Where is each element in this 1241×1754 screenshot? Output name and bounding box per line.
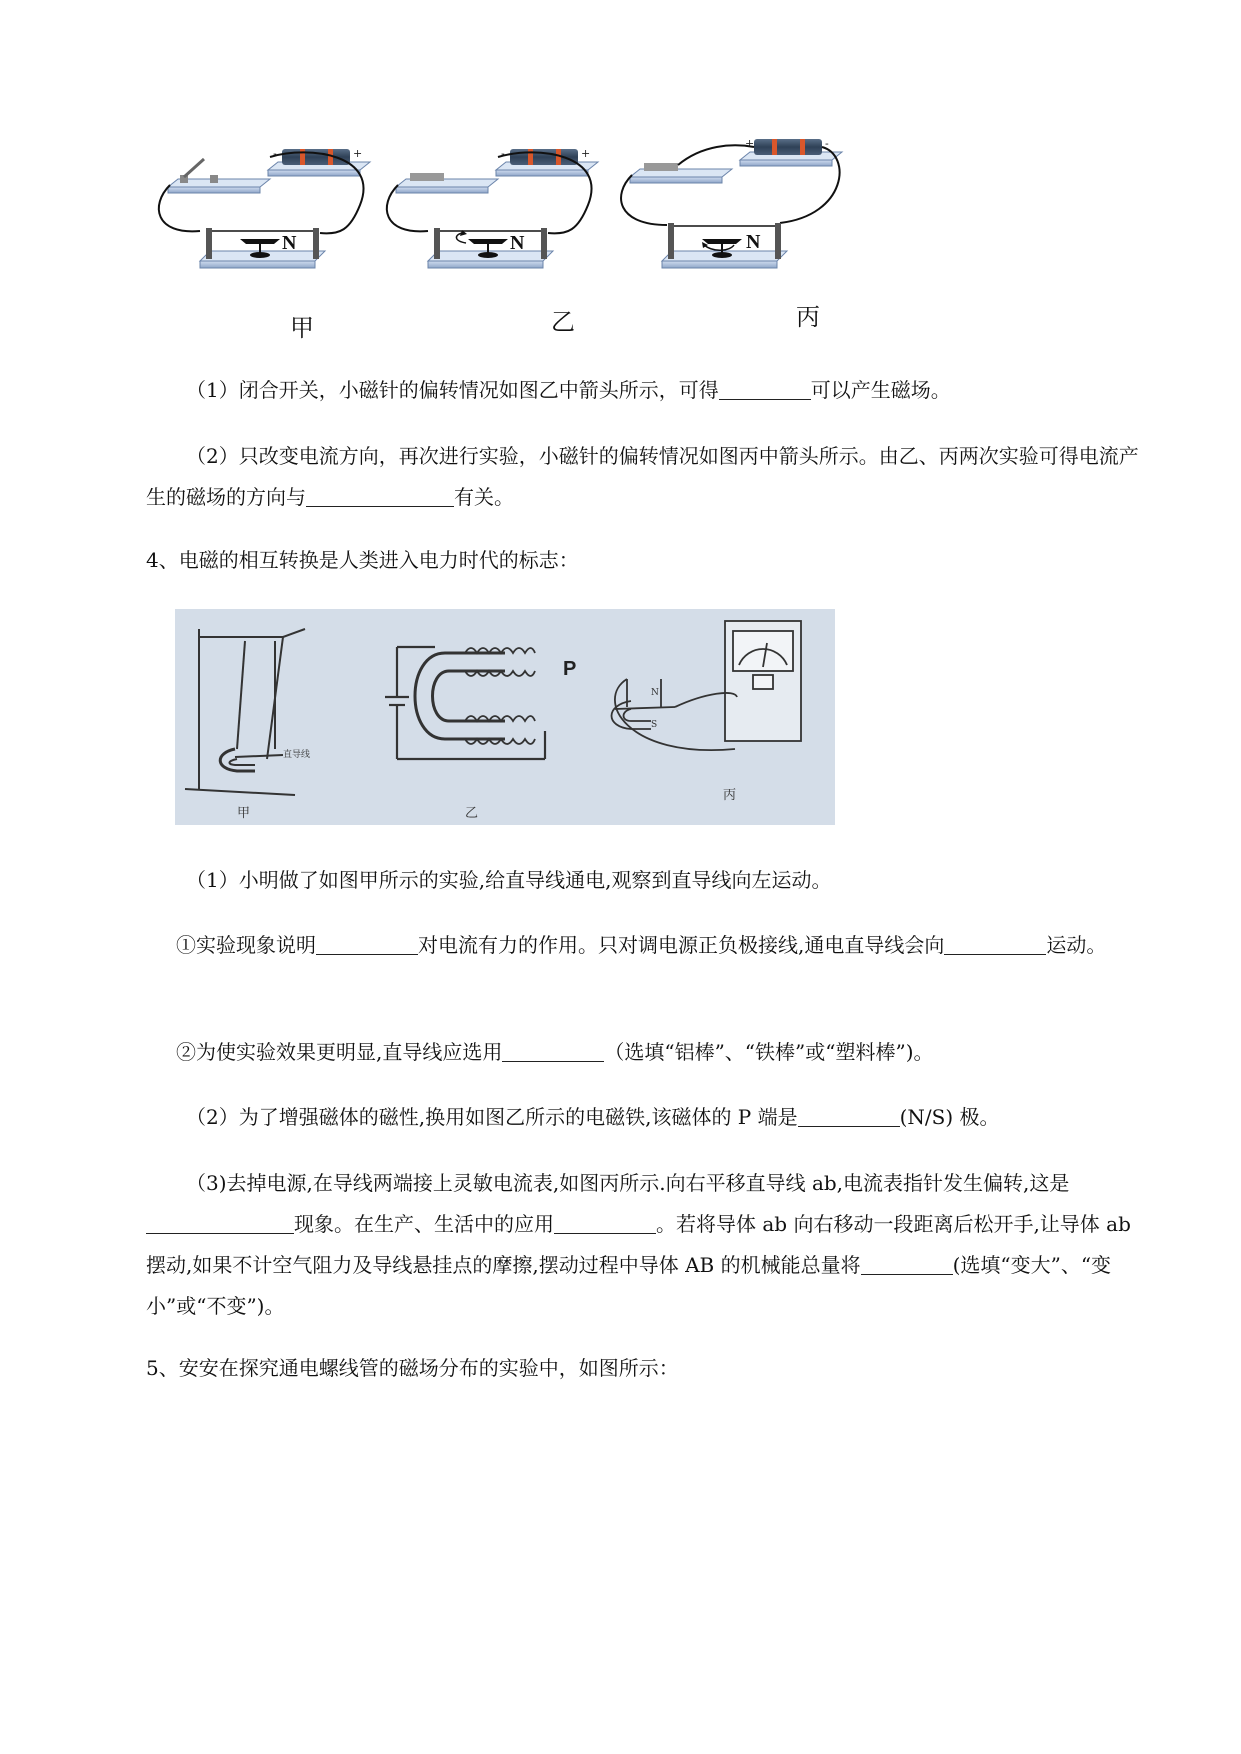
wire-label: 直导线 [283, 750, 311, 760]
q5-title: 5、安安在探究通电螺线管的磁场分布的实验中，如图所示： [146, 1356, 679, 1380]
q4-part-1-sub-2: ②为使实验效果更明显,直导线应选用 （选填“铝棒”、“铁棒”或“塑料棒”)。 [176, 1040, 934, 1064]
circuit-yi [387, 147, 598, 268]
battery-sign: - [501, 147, 505, 160]
figure-label-bing: 丙 [723, 788, 737, 803]
n-label: N [651, 688, 659, 698]
q4-title: 4、电磁的相互转换是人类进入电力时代的标志： [146, 548, 579, 572]
figure-label-yi: 乙 [465, 806, 479, 821]
caption-bing: 丙 [796, 303, 820, 331]
circuit-bing [621, 137, 842, 268]
answer-blank[interactable] [719, 379, 811, 400]
q4-part-1: （1）小明做了如图甲所示的实验,给直导线通电,观察到直导线向左运动。 [186, 868, 832, 892]
battery-sign: - [825, 137, 829, 150]
caption-yi: 乙 [551, 308, 575, 336]
p-label: P [563, 658, 577, 680]
q4-part-1-sub-1: ①实验现象说明 对电流有力的作用。只对调电源正负极接线,通电直导线会向 运动。 [176, 933, 1107, 957]
answer-blank[interactable] [944, 934, 1046, 955]
answer-blank[interactable] [861, 1254, 953, 1275]
answer-blank[interactable] [554, 1213, 656, 1234]
battery-sign: + [745, 137, 755, 150]
q3-part-2: （2）只改变电流方向，再次进行实验，小磁针的偏转情况如图丙中箭头所示。由乙、丙两次实验可得电流产生的磁场的方向与 有关。 [146, 444, 1139, 509]
answer-blank[interactable] [146, 1213, 294, 1234]
answer-blank[interactable] [306, 486, 454, 507]
electromagnetism-figure [175, 609, 835, 825]
q4-part-3: （3)去掉电源,在导线两端接上灵敏电流表,如图丙所示.向右平移直导线 ab,电流表指针发生偏转,这是现象。在生产、生活中的应用 。若将导体 ab 向右移动一段距离后松开手,让导体 ab 摆动,如果不计空气阻力及导线悬挂点的摩擦,摆动过程中导体 AB 的机械能总量将 (选填“变大”、“变小”或“不变”)。 [146, 1171, 1131, 1318]
q3-part-1: （1）闭合开关，小磁针的偏转情况如图乙中箭头所示，可得 可以产生磁场。 [186, 378, 951, 402]
s-label: S [651, 720, 658, 730]
answer-blank[interactable] [502, 1041, 604, 1062]
q4-part-2: （2）为了增强磁体的磁性,换用如图乙所示的电磁铁,该磁体的 P 端是 (N/S) 极。 [186, 1105, 1000, 1129]
circuit-figure [160, 137, 940, 345]
circuit-jia [159, 147, 370, 268]
needle-label: N [282, 232, 297, 254]
needle-label: N [746, 231, 761, 253]
needle-label: N [510, 232, 525, 254]
answer-blank[interactable] [316, 934, 418, 955]
answer-blank[interactable] [798, 1106, 900, 1127]
battery-sign: + [353, 147, 363, 160]
battery-sign: + [581, 147, 591, 160]
caption-jia: 甲 [290, 314, 314, 342]
figure-label-jia: 甲 [237, 806, 251, 821]
battery-sign: - [273, 147, 277, 160]
